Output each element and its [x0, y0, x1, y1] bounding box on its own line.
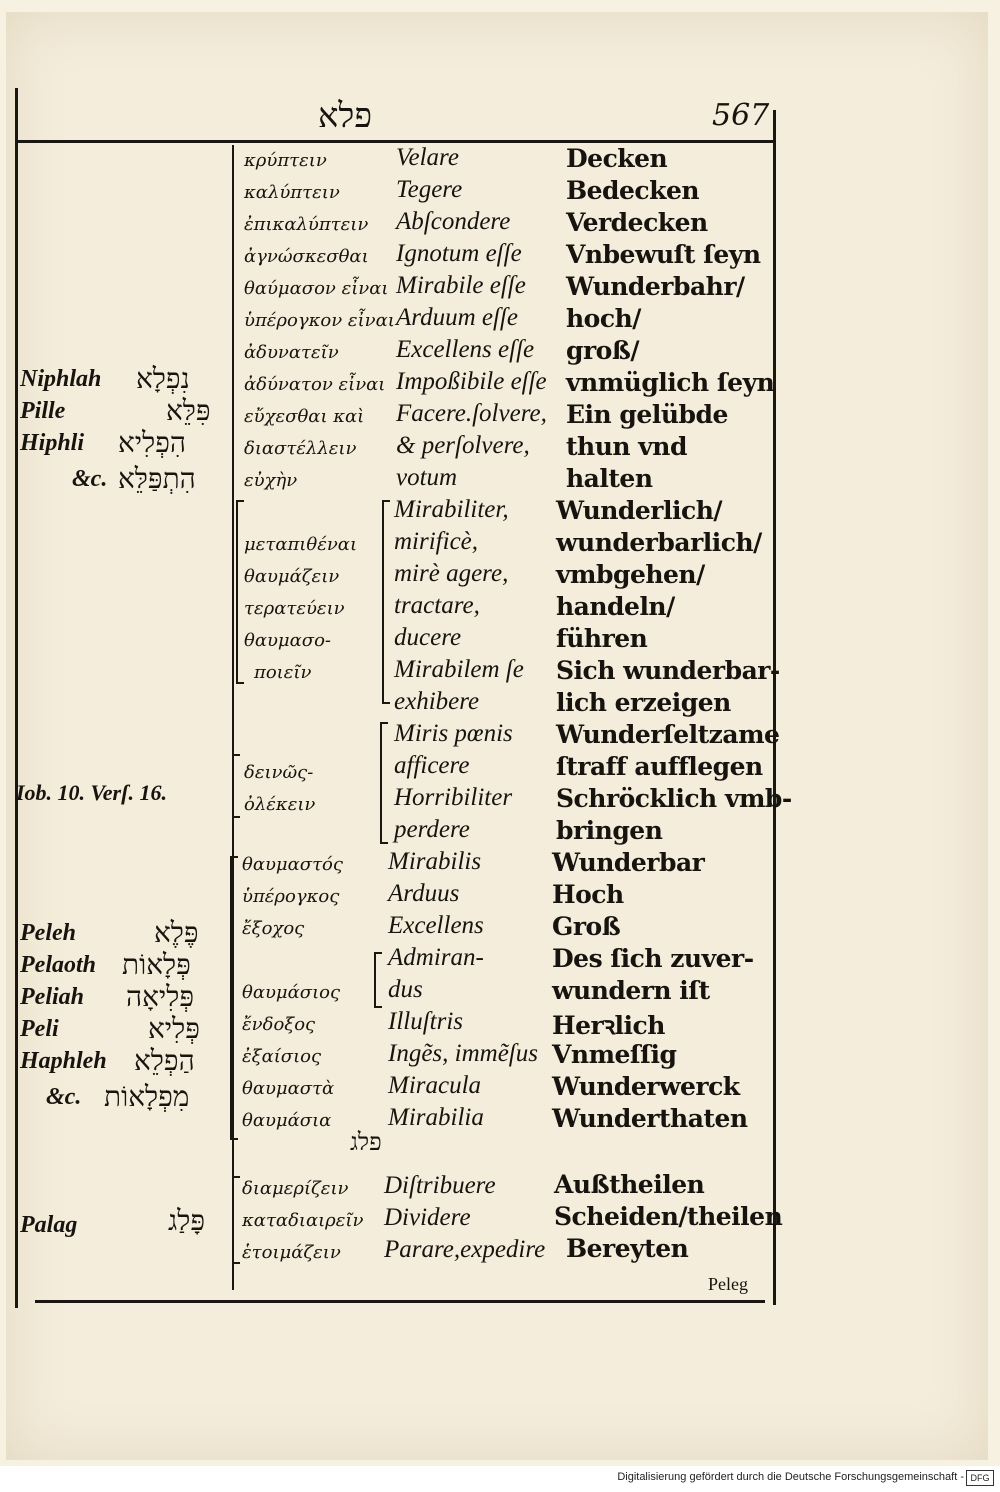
german-term: hoch/: [566, 304, 641, 333]
german-term: Scheiden/theilen: [554, 1202, 783, 1231]
greek-term: ἀδυνατεῖν: [244, 342, 339, 363]
latin-term: Facere.ſolvere,: [396, 400, 547, 427]
latin-term: Dividere: [384, 1204, 471, 1231]
greek-term: κρύπτειν: [244, 150, 327, 171]
latin-term: Velare: [396, 144, 459, 171]
transliteration: Haphleh: [20, 1048, 107, 1074]
german-term: Ein gelübde: [566, 400, 728, 429]
german-term: Wunderwerck: [552, 1072, 740, 1101]
brace: [232, 1176, 240, 1264]
greek-term: θαύμασον εἶναι: [244, 278, 389, 299]
header-hebrew: פלא: [318, 96, 373, 136]
latin-term: mirè agere,: [394, 560, 509, 587]
greek-term: εὔχεσθαι καὶ: [244, 406, 365, 427]
hebrew-word: פִּלֵּא: [166, 394, 211, 427]
hebrew-word: פְּלִיאָה: [126, 980, 195, 1013]
greek-term: ποιεῖν: [254, 662, 312, 683]
hebrew-word: נִפְלָא: [136, 362, 190, 395]
header-rule: [18, 140, 776, 143]
transliteration: Pille: [20, 398, 66, 424]
german-term: Wunderbar: [552, 848, 705, 877]
greek-term: ὀλέκειν: [244, 794, 316, 815]
german-term: handeln/: [556, 592, 675, 621]
latin-term: Mirabiliter,: [394, 496, 509, 523]
latin-term: Arduus: [388, 880, 460, 907]
page-number: 567: [712, 98, 770, 133]
latin-term: Mirabilem ſe: [394, 656, 524, 683]
german-term: Bedecken: [566, 176, 700, 205]
greek-term: ὑπέρογκος: [242, 886, 340, 907]
greek-term: ὑπέρογκον εἶναι: [244, 310, 395, 331]
brace: [382, 500, 390, 704]
german-term: Sich wunderbar-: [556, 656, 780, 685]
bible-reference: Iob. 10. Verſ. 16.: [16, 780, 167, 805]
german-term: Herꝛlich: [552, 1011, 665, 1040]
frame-left: [15, 88, 18, 1308]
greek-term: καταδιαιρεῖν: [242, 1210, 364, 1231]
latin-term: Abſcondere: [396, 208, 511, 235]
transliteration: Peliah: [20, 984, 84, 1010]
latin-term: votum: [396, 464, 458, 491]
greek-term: εὐχὴν: [244, 470, 298, 491]
latin-term: Tegere: [396, 176, 463, 203]
catchword: Peleg: [708, 1274, 748, 1294]
latin-term: Excellens eſſe: [396, 336, 535, 363]
latin-term: Miris pœnis: [394, 720, 513, 747]
latin-term: Illuſtris: [388, 1008, 464, 1035]
latin-term: Impoßibile eſſe: [396, 368, 547, 395]
greek-term: μεταπιθέναι: [244, 534, 358, 555]
greek-term: θαυμαστὰ: [242, 1078, 335, 1099]
footer-credit: Digitalisierung gefördert durch die Deutsche Forschungsgemeinschaft -: [617, 1471, 964, 1483]
german-term: Wunderbahr/: [566, 272, 745, 301]
section-heading-hebrew: פלג: [350, 1128, 382, 1156]
latin-term: Horribiliter: [394, 784, 513, 811]
footer-bar: [0, 1466, 1000, 1492]
german-term: wunderbarlich/: [556, 528, 762, 557]
latin-term: & perſolvere,: [396, 432, 530, 459]
hebrew-word: פְּלָאוֹת: [122, 948, 191, 981]
brace: [374, 952, 382, 1008]
greek-term: ἐπικαλύπτειν: [244, 214, 369, 235]
hebrew-word: הַפְלֵא: [134, 1044, 195, 1077]
hebrew-word: הִתְפַּלֵּא: [118, 462, 196, 495]
hebrew-word: הִפְלִיא: [118, 426, 187, 459]
latin-term: Ingẽs, immẽſus: [388, 1040, 538, 1067]
german-term: Hoch: [552, 880, 624, 909]
german-term: vnmüglich ſeyn: [566, 368, 775, 397]
transliteration: &c.: [72, 466, 108, 492]
greek-term: ἀγνώσκεσθαι: [244, 246, 369, 267]
hebrew-word: פֶּלֶא: [154, 916, 199, 949]
latin-term: Mirabile eſſe: [396, 272, 526, 299]
greek-term: ἐξαίσιος: [242, 1046, 322, 1067]
transliteration: Hiphli: [20, 430, 85, 456]
german-term: ſtraff aufflegen: [556, 752, 763, 781]
brace: [380, 722, 388, 844]
german-term: Außtheilen: [554, 1170, 705, 1199]
brace: [232, 754, 240, 818]
latin-term: tractare,: [394, 592, 480, 619]
german-term: Bereyten: [566, 1234, 689, 1263]
latin-term: Mirabilis: [388, 848, 482, 875]
greek-term: θαυμάσιος: [242, 982, 341, 1003]
german-term: bringen: [556, 816, 663, 845]
hebrew-word: פָּלַג: [168, 1204, 206, 1237]
latin-term: Excellens: [388, 912, 484, 939]
latin-term: afficere: [394, 752, 470, 779]
greek-term: διαστέλλειν: [244, 438, 357, 459]
brace: [236, 500, 244, 684]
german-term: Wunderſeltzame: [556, 720, 780, 749]
greek-term: διαμερίζειν: [242, 1178, 349, 1199]
greek-term: καλύπτειν: [244, 182, 340, 203]
greek-term: θαυμασο-: [244, 630, 331, 651]
latin-term: Miracula: [388, 1072, 482, 1099]
german-term: Groß: [552, 912, 621, 941]
german-term: vmbgehen/: [556, 560, 705, 589]
bottom-rule: [35, 1300, 765, 1303]
latin-term: Diſtribuere: [384, 1172, 496, 1199]
latin-term: dus: [388, 976, 423, 1003]
transliteration: Peleh: [20, 920, 76, 946]
greek-term: ἀδύνατον εἶναι: [244, 374, 386, 395]
latin-term: Parare,expedire: [384, 1236, 546, 1263]
latin-term: Mirabilia: [388, 1104, 484, 1131]
latin-term: perdere: [394, 816, 470, 843]
greek-term: θαυμάσια: [242, 1110, 332, 1131]
german-term: Wunderthaten: [552, 1104, 748, 1133]
german-term: führen: [556, 624, 648, 653]
greek-term: δεινῶς-: [244, 762, 314, 783]
german-term: thun vnd: [566, 432, 687, 461]
greek-term: ἔξοχος: [242, 918, 305, 939]
dfg-logo: DFG: [966, 1470, 994, 1486]
transliteration: Peli: [20, 1016, 59, 1042]
german-term: wundern iſt: [552, 976, 710, 1005]
greek-term: ἔνδοξος: [242, 1014, 316, 1035]
greek-term: ἑτοιμάζειν: [242, 1242, 341, 1263]
hebrew-word: פְּלִיא: [148, 1012, 200, 1045]
latin-term: Arduum eſſe: [396, 304, 518, 331]
latin-term: Admiran-: [388, 944, 484, 971]
transliteration: &c.: [46, 1084, 82, 1110]
latin-term: Ignotum eſſe: [396, 240, 522, 267]
greek-term: τερατεύειν: [244, 598, 345, 619]
transliteration: Pelaoth: [20, 952, 96, 978]
german-term: groß/: [566, 336, 639, 365]
brace: [230, 856, 238, 1140]
german-term: Vnmeſſig: [552, 1040, 677, 1069]
german-term: halten: [566, 464, 653, 493]
german-term: Des ſich zuver-: [552, 944, 754, 973]
german-term: Verdecken: [566, 208, 708, 237]
hebrew-word: מִפְלָאוֹת: [104, 1080, 190, 1113]
german-term: lich erzeigen: [556, 688, 731, 717]
transliteration: Niphlah: [20, 366, 102, 392]
greek-term: θαυμάζειν: [244, 566, 340, 587]
latin-term: mirificè,: [394, 528, 479, 555]
german-term: Decken: [566, 144, 668, 173]
german-term: Wunderlich/: [556, 496, 722, 525]
german-term: Schröcklich vmb-: [556, 784, 792, 813]
latin-term: ducere: [394, 624, 462, 651]
german-term: Vnbewuſt ſeyn: [566, 240, 761, 269]
latin-term: exhibere: [394, 688, 480, 715]
greek-term: θαυμαστός: [242, 854, 343, 875]
transliteration: Palag: [20, 1212, 78, 1238]
frame-right: [773, 110, 776, 1305]
